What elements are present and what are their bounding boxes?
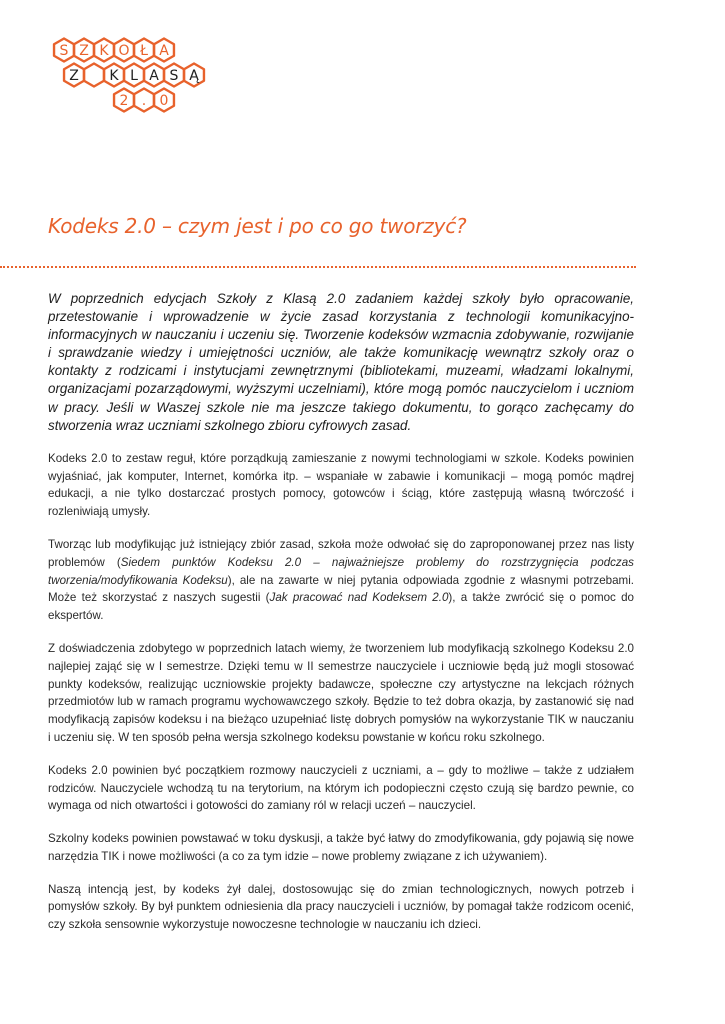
- logo-letter: A: [149, 68, 159, 84]
- logo-letter: Ą: [189, 68, 199, 84]
- paragraph-1: Kodeks 2.0 to zestaw reguł, które porządkują zamieszanie z nowymi technologiami w szkole. Kodeks powinien wyjaśniać, jak komputer, Internet, komórka itp. – wspaniałe w zabawie i komunikacji – mogą pomóc mądrej edukacji, a nie tylko dostarczać prostych pomocy, gotowców i ściąg, które zastępują własną twórczość i rozleniwiają umysły.: [48, 451, 634, 519]
- logo-cell: [84, 64, 104, 87]
- title-divider: [0, 266, 636, 268]
- logo-cell: [154, 39, 174, 62]
- logo-letter: Z: [79, 43, 89, 59]
- document-body: [48, 290, 634, 949]
- paragraph-2-ref-jak-pracowac: Jak pracować nad Kodeksem 2.0: [269, 591, 449, 605]
- logo-letter: S: [169, 68, 179, 84]
- paragraph-2-ref-siedem-punktow: Siedem punktów Kodeksu 2.0 – najważniejsze problemy do rozstrzygnięcia podczas tworzenia/modyfikowania Kodeksu: [48, 555, 634, 587]
- logo-cell: [74, 39, 94, 62]
- logo-cell: [94, 39, 114, 62]
- logo-cell: [154, 89, 174, 112]
- paragraph-4: Kodeks 2.0 powinien być początkiem rozmowy nauczycieli z uczniami, a – gdy to możliwe – także z udziałem rodziców. Nauczyciele wchodzą tu na terytorium, na którym ich podopieczni często czują się bardzo pewnie, co wymaga od nich otwartości i gotowości do zamiany ról w relacji uczeń – nauczyciel.: [48, 763, 634, 813]
- logo-letter: .: [141, 93, 147, 109]
- paragraph-2-text-e: ), a także zwrócić się o pomoc do ekspertów.: [48, 591, 634, 623]
- logo-cell: [124, 64, 144, 87]
- logo-letter: L: [130, 68, 138, 84]
- logo-letter: 0: [159, 93, 169, 109]
- logo-cell: [54, 39, 74, 62]
- logo-cell: [114, 89, 134, 112]
- logo-cell: [114, 39, 134, 62]
- logo-letter: K: [99, 43, 109, 59]
- logo-cell: [134, 39, 154, 62]
- logo-letter: K: [109, 68, 119, 84]
- paragraph-6: Naszą intencją jest, by kodeks żył dalej, dostosowując się do zmian technologicznych, nowych potrzeb i pomysłów szkoły. By był punktem odniesienia dla pracy nauczycieli i uczniów, by pomagał także rodzicom ocenić, czy szkoła sensownie wykorzystuje nowoczesne technologie w nauczaniu ich dzieci.: [48, 882, 634, 932]
- page-title: Kodeks 2.0 – czym jest i po co go tworzyć?: [48, 214, 467, 238]
- logo-letter: 2: [119, 93, 129, 109]
- logo-letter: O: [118, 43, 130, 59]
- paragraph-5: Szkolny kodeks powinien powstawać w toku dyskusji, a także być łatwy do zmodyfikowania, gdy pojawią się nowe narzędzia TIK i nowe możliwości (a co za tym idzie – nowe problemy związane z ich używaniem).: [48, 832, 634, 863]
- logo-letter: S: [59, 43, 69, 59]
- logo-letter: Z: [69, 68, 79, 84]
- paragraph-2: [48, 536, 634, 625]
- logo-cell: [134, 89, 154, 112]
- intro-paragraph: W poprzednich edycjach Szkoły z Klasą 2.0 zadaniem każdej szkoły było opracowanie, przetestowanie i wprowadzenie w życie zasad korzystania z technologii komunikacyjno-informacyjnych w nauczaniu i uczeniu się. Tworzenie kodeksów wzmacnia zdobywanie, rozwijanie i sprawdzanie wiedzy i umiejętności uczniów, ale także komunikację wewnątrz szkoły oraz o kontakty z rodzicami i instytucjami zewnętrznymi (bibliotekami, muzeami, władzami lokalnymi, organizacjami pozarządowymi, wyższymi uczelniami), które mogą pomóc nauczycielom i uczniom w pracy. Jeśli w Waszej szkole nie ma jeszcze takiego dokumentu, to gorąco zachęcamy do stworzenia wraz uczniami szkolnego zbioru cyfrowych zasad.: [48, 291, 634, 433]
- logo-szkola-z-klasa: [52, 36, 252, 116]
- logo-letter: A: [159, 43, 169, 59]
- logo-cell: [64, 64, 84, 87]
- logo-letter: Ł: [140, 43, 148, 59]
- paragraph-2-text-a: Tworząc lub modyfikując już istniejący zbiór zasad, szkoła może odwołać się do zaproponowanej przez nas listy problemów (: [48, 537, 634, 569]
- logo-cell: [164, 64, 184, 87]
- logo-cell: [104, 64, 124, 87]
- logo-cell: [184, 64, 204, 87]
- paragraph-3: Z doświadczenia zdobytego w poprzednich latach wiemy, że tworzeniem lub modyfikacją szkolnego Kodeksu 2.0 najlepiej zająć się w I semestrze. Dzięki temu w II semestrze nauczyciele i uczniowie będą już mogli stosować punkty kodeksów, realizując uczniowskie projekty badawcze, społeczne czy artystyczne na lekcjach różnych przedmiotów lub w ramach programu wychowawczego szkoły. Będzie to też dobra okazja, by zastanowić się nad modyfikacją zapisów kodeksu i na bieżąco uzupełniać listę dobrych pomysłów na wykorzystanie TIK w nauczaniu i uczeniu się. W ten sposób pełna wersja szkolnego kodeksu powstanie w końcu roku szkolnego.: [48, 641, 634, 744]
- logo-cell: [144, 64, 164, 87]
- paragraph-2-text-c: ), ale na zawarte w niej pytania odpowiada zgodnie z własnymi potrzebami. Może też skorzystać z naszych sugestii (: [48, 573, 634, 605]
